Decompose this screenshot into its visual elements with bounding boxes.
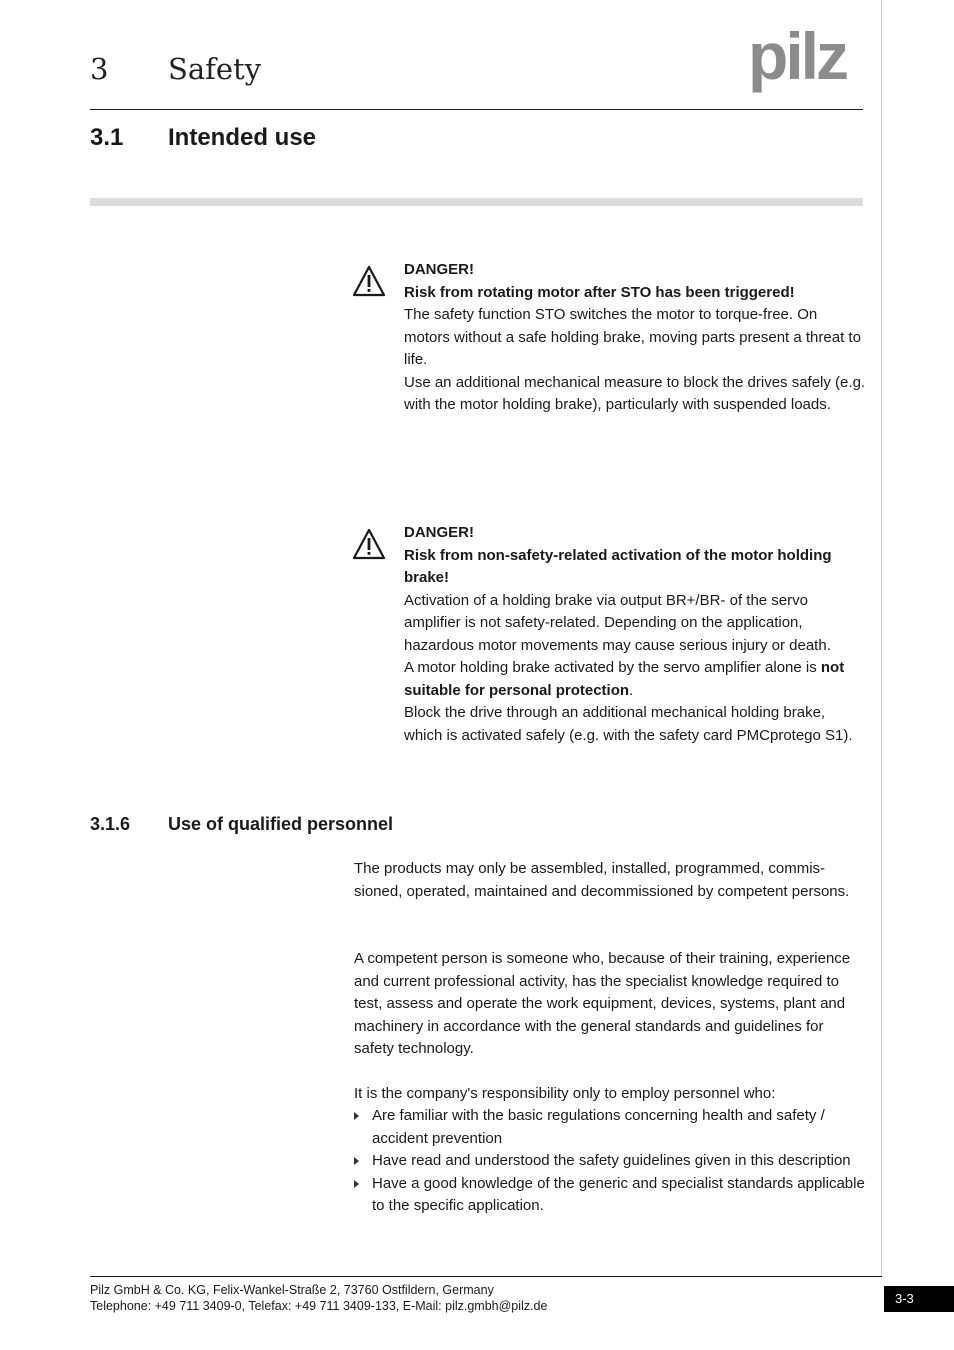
personnel-requirements-list [354, 1105, 866, 1218]
bullet-arrow-icon [354, 1180, 359, 1188]
section-title: Intended use [168, 124, 317, 151]
body-paragraph: The products may only be assembled, installed, programmed, commissioned, operated, maintained and decommissioned by competent persons. [354, 860, 850, 900]
danger-text: Use an additional mechanical measure to block the drives safely (e.g. with the motor holding brake), particularly with suspended loads. [404, 373, 866, 413]
danger-label: DANGER! [404, 261, 474, 278]
danger-text: The safety function STO switches the motor to torque-free. On motors without a safe holding brake, moving parts present a threat to life. [404, 306, 861, 368]
body-paragraph: A competent person is someone who, because of their training, experience and current professional activity, has the specialist knowledge required to test, assess and operate the work equipment, devices, systems, plant and machinery in accordance with the general standards and guidelines for safety technology. [354, 950, 851, 1057]
footer-rule [90, 1276, 882, 1277]
danger-emphasis: not suitable for personal protection [404, 659, 845, 699]
header-rule [90, 109, 863, 110]
danger-heading: Risk from rotating motor after STO has been triggered! [404, 283, 795, 301]
chapter-number: 3 [90, 52, 109, 86]
footer-contact: Telephone: +49 711 3409-0, Telefax: +49 711 3409-133, E-Mail: pilz.gmbh@pilz.de [90, 1299, 548, 1313]
list-item: Have a good knowledge of the generic and specialist standards applicable to the specific application. [354, 1173, 866, 1218]
chapter-title: Safety [168, 52, 262, 86]
danger-notice-holding-brake [404, 522, 866, 747]
footer-address: Pilz GmbH & Co. KG, Felix-Wankel-Straße 2, 73760 Ostfildern, Germany [90, 1283, 494, 1297]
list-item: Are familiar with the basic regulations concerning health and safety / accident prevention [354, 1105, 866, 1150]
body-paragraph: It is the company's responsibility only to employ personnel who: [354, 1085, 776, 1102]
danger-text: Activation of a holding brake via output BR+/BR- of the servo amplifier is not safety-related. Depending on the application, hazardous motor movements may cause serious injury or death. [404, 591, 831, 654]
bullet-arrow-icon [354, 1112, 359, 1120]
warning-triangle-icon [353, 528, 385, 560]
right-margin-rule [881, 0, 882, 1276]
danger-notice-sto [404, 259, 866, 417]
warning-triangle-icon [353, 265, 385, 297]
danger-heading: Risk from non-safety-related activation of the motor holding brake! [404, 546, 832, 586]
svg-text:pilz: pilz [748, 27, 846, 93]
pilz-logo [748, 27, 866, 95]
danger-label: DANGER! [404, 524, 474, 541]
danger-text: Block the drive through an additional mechanical holding brake, which is activated safely (e.g. with the safety card PMCprotego S1). [404, 704, 853, 744]
subsection-title: Use of qualified personnel [168, 814, 394, 834]
danger-text: A motor holding brake activated by the servo amplifier alone is not suitable for personal protection. [404, 659, 845, 699]
bullet-arrow-icon [354, 1157, 359, 1165]
list-item: Have read and understood the safety guidelines given in this description [354, 1150, 866, 1173]
section-divider-bar [90, 198, 863, 206]
page-number: 3-3 [884, 1286, 954, 1312]
subsection-number: 3.1.6 [90, 814, 131, 834]
section-number: 3.1 [90, 124, 124, 151]
